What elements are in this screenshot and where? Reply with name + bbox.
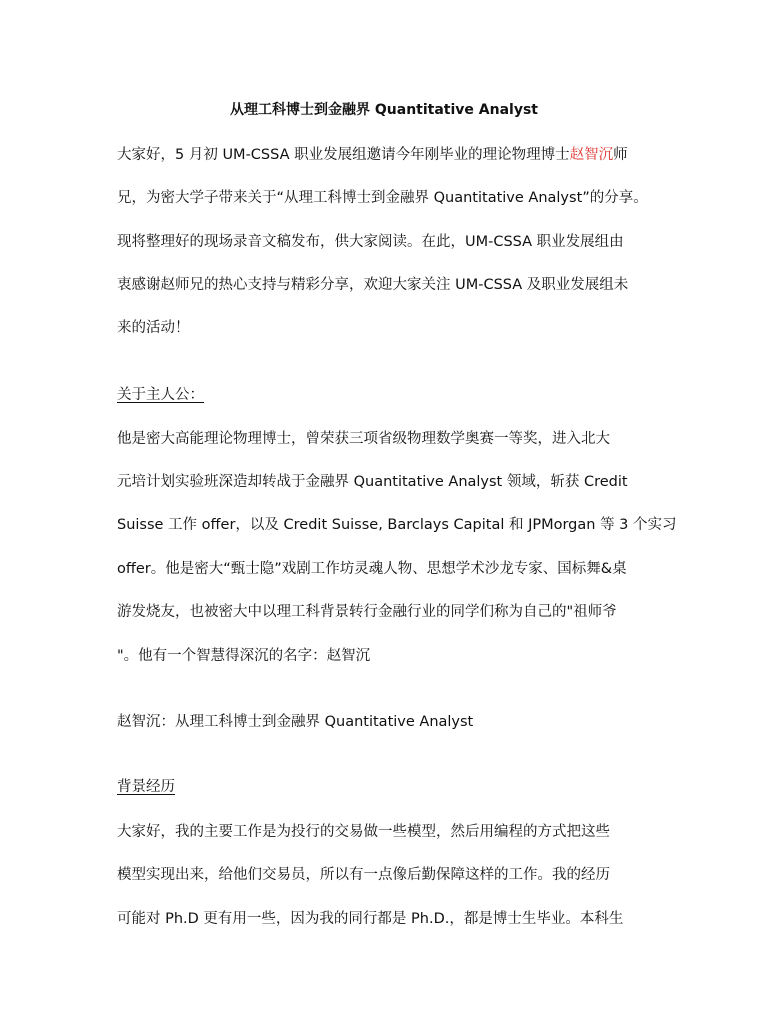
background-heading: 背景经历 [117,779,175,795]
byline: 赵智沉：从理工科博士到金融界 Quantitative Analyst [117,714,474,730]
background-line-3: 可能对 Ph.D 更有用一些，因为我的同行都是 Ph.D.，都是博士生毕业。本科生 [117,911,624,927]
about-line-4: offer。他是密大“甄士隐”戏剧工作坊灵魂人物、思想学术沙龙专家、国标舞&桌 [117,561,627,577]
about-heading: 关于主人公： [117,387,204,403]
intro-line-3: 现将整理好的现场录音文稿发布，供大家阅读。在此，UM-CSSA 职业发展组由 [117,234,624,250]
intro-line-5: 来的活动！ [117,320,190,336]
background-line-1: 大家好，我的主要工作是为投行的交易做一些模型，然后用编程的方式把这些 [117,824,610,840]
intro-line-1 [117,145,628,165]
intro-line-1-text: 大家好，5 月初 UM-CSSA 职业发展组邀请今年刚毕业的理论物理博士 [117,147,570,163]
intro-line-1-end: 师 [613,147,628,163]
document-title: 从理工科博士到金融界 Quantitative Analyst [230,102,538,118]
highlighted-name: 赵智沉 [569,147,614,163]
about-line-3: Suisse 工作 offer，以及 Credit Suisse, Barclays Capital 和 JPMorgan 等 3 个实习 [117,517,677,533]
about-line-6: "。他有一个智慧得深沉的名字：赵智沉 [117,648,371,664]
intro-line-4: 衷感谢赵师兄的热心支持与精彩分享，欢迎大家关注 UM-CSSA 及职业发展组未 [117,277,629,293]
about-line-5: 游发烧友，也被密大中以理工科背景转行金融行业的同学们称为自己的"祖师爷 [117,604,617,620]
about-line-1: 他是密大高能理论物理博士，曾荣获三项省级物理数学奥赛一等奖，进入北大 [117,431,610,447]
intro-line-2: 兄，为密大学子带来关于“从理工科博士到金融界 Quantitative Analyst”的分享。 [117,190,648,206]
background-line-2: 模型实现出来，给他们交易员，所以有一点像后勤保障这样的工作。我的经历 [117,867,610,883]
about-line-2: 元培计划实验班深造却转战于金融界 Quantitative Analyst 领域，斩获 Credit [117,474,628,490]
